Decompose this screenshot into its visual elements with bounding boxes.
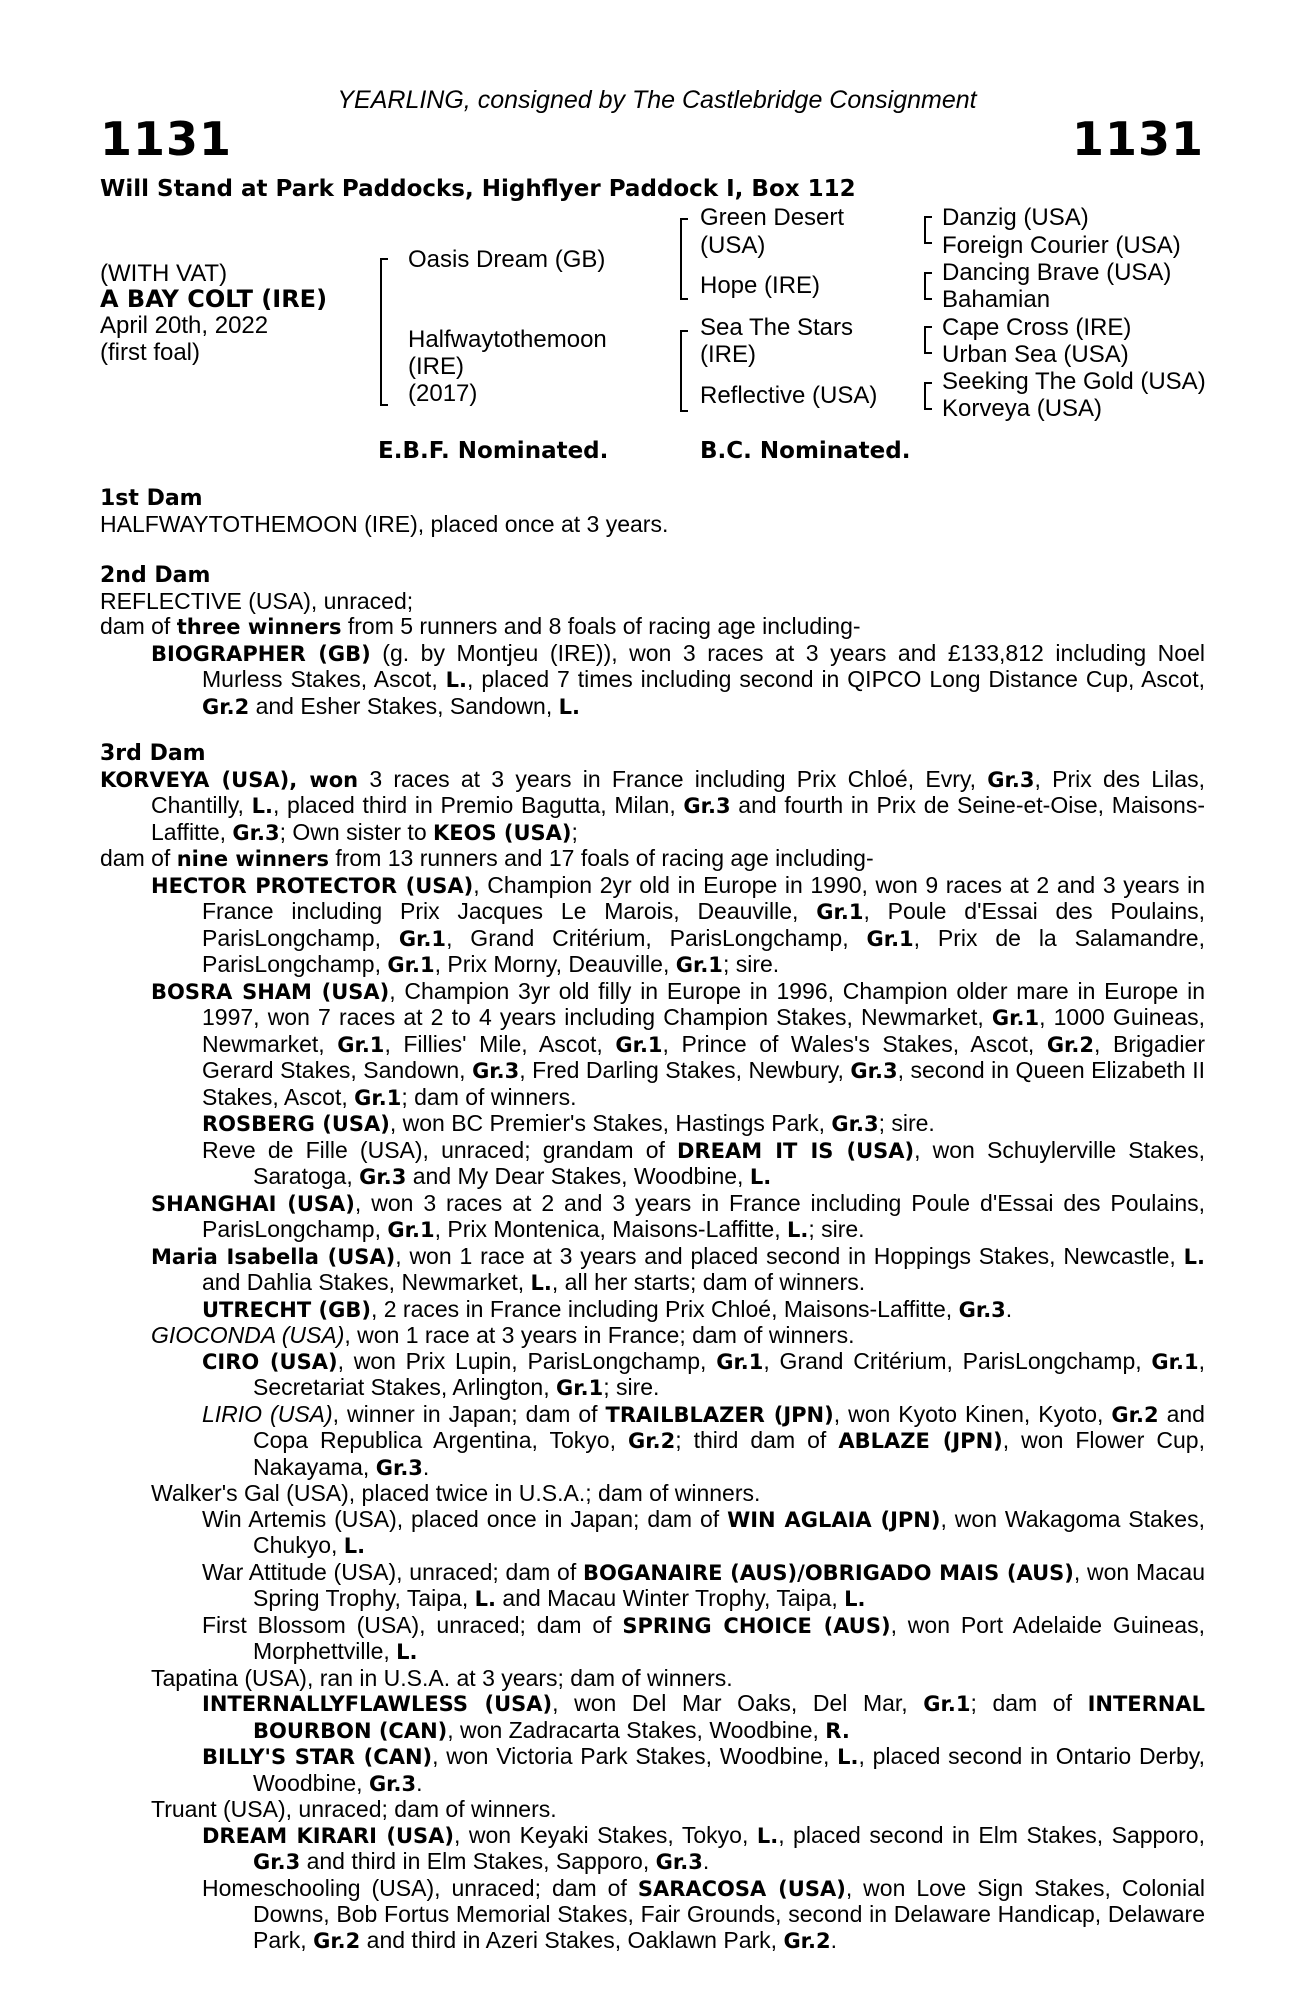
entry-korveya: KORVEYA (USA), won 3 races at 3 years in France including Prix Chloé, Evry, Gr.3, Prix des Lilas, Chantilly, L., placed third in Premio Bagutta, Milan, Gr.3 and fourth in Prix de Seine-et-Oise, Maisons-Laffitte, Gr.3; Own sister to KEOS (USA); — [100, 765, 1206, 845]
sss: Danzig (USA) — [942, 204, 1089, 231]
brace-g1 — [924, 216, 926, 244]
sds: Dancing Brave (USA) — [942, 259, 1172, 286]
ebf-nominated: E.B.F. Nominated. — [378, 438, 609, 464]
entry-gioconda: GIOCONDA (USA), won 1 race at 3 years in France; dam of winners. — [151, 1322, 855, 1348]
dam: Halfwaytothemoon — [408, 326, 607, 353]
first-dam-text: HALFWAYTOTHEMOON (IRE), placed once at 3 years. — [100, 510, 669, 537]
pedigree-brace — [380, 258, 382, 406]
dam-year: (2017) — [408, 380, 478, 407]
brace-g2 — [924, 272, 926, 300]
sire-brace — [680, 218, 682, 300]
entry-first-blossom: First Blossom (USA), unraced; dam of SPRING CHOICE (AUS), won Port Adelaide Guineas, Morphettville, L. — [202, 1611, 1205, 1664]
third-dam-heading: 3rd Dam — [100, 741, 206, 766]
sire-sire: Green Desert — [700, 204, 845, 231]
foal-note: (first foal) — [100, 339, 201, 366]
horse-dob: April 20th, 2022 — [100, 312, 269, 339]
dam-country: (IRE) — [408, 353, 464, 380]
brace-g4 — [924, 382, 926, 410]
entry-truant: Truant (USA), unraced; dam of winners. — [151, 1796, 557, 1822]
entry-bosra-sham: BOSRA SHAM (USA), Champion 3yr old filly in Europe in 1996, Champion older mare in Europe in 1997, won 7 races at 2 to 4 years including Champion Stakes, Newmarket, Gr.1, 1000 Guineas, Newmarket, Gr.1, Fillies' Mile, Ascot, Gr.1, Prince of Wales's Stakes, Ascot, Gr.2, Brigadier Gerard Stakes, Sandown, Gr.3, Fred Darling Stakes, Newbury, Gr.3, second in Queen Elizabeth II Stakes, Ascot, Gr.1; dam of winners. — [151, 977, 1205, 1110]
entry-billys-star: BILLY'S STAR (CAN), won Victoria Park Stakes, Woodbine, L., placed second in Ontario Derby, Woodbine, Gr.3. — [202, 1743, 1205, 1796]
dsd: Urban Sea (USA) — [942, 341, 1129, 368]
ddd: Korveya (USA) — [942, 395, 1103, 422]
second-dam-heading: 2nd Dam — [100, 563, 211, 588]
dds: Seeking The Gold (USA) — [942, 368, 1206, 395]
entry-internallyflawless: INTERNALLYFLAWLESS (USA), won Del Mar Oaks, Del Mar, Gr.1; dam of INTERNAL BOURBON (CAN), won Zadracarta Stakes, Woodbine, R. — [202, 1690, 1206, 1743]
entry-shanghai: SHANGHAI (USA), won 3 races at 2 and 3 years in France including Poule d'Essai des Poulains, ParisLongchamp, Gr.1, Prix Montenica, Maisons-Laffitte, L.; sire. — [151, 1189, 1206, 1242]
stand-location: Will Stand at Park Paddocks, Highflyer Paddock I, Box 112 — [100, 176, 856, 202]
sire: Oasis Dream (GB) — [408, 246, 606, 273]
entry-ciro: CIRO (USA), won Prix Lupin, ParisLongchamp, Gr.1, Grand Critérium, ParisLongchamp, Gr.1, Secretariat Stakes, Arlington, Gr.1; sire. — [202, 1347, 1205, 1400]
entry-rosberg: ROSBERG (USA), won BC Premier's Stakes, Hastings Park, Gr.3; sire. — [202, 1110, 935, 1136]
vat-note: (WITH VAT) — [100, 260, 228, 287]
sdd: Bahamian — [942, 286, 1051, 313]
consignment-subtitle: YEARLING, consigned by The Castlebridge Consignment — [337, 86, 977, 114]
bc-nominated: B.C. Nominated. — [700, 438, 911, 464]
dam-sire-country: (IRE) — [700, 341, 756, 368]
dam-dam: Reflective (USA) — [700, 382, 878, 409]
entry-maria-isabella: Maria Isabella (USA), won 1 race at 3 years and placed second in Hoppings Stakes, Newcastle, L. and Dahlia Stakes, Newmarket, L., all her starts; dam of winners. — [151, 1242, 1205, 1295]
entry-biographer: BIOGRAPHER (GB) (g. by Montjeu (IRE)), won 3 races at 3 years and £133,812 including Noel Murless Stakes, Ascot, L., placed 7 times including second in QIPCO Long Distance Cup, Ascot, Gr.2 and Esher Stakes, Sandown, L. — [151, 639, 1205, 719]
dss: Cape Cross (IRE) — [942, 314, 1132, 341]
entry-dream-kirari: DREAM KIRARI (USA), won Keyaki Stakes, Tokyo, L., placed second in Elm Stakes, Sapporo, Gr.3 and third in Elm Stakes, Sapporo, Gr.3. — [202, 1821, 1205, 1874]
dam-brace — [680, 330, 682, 412]
second-dam-line: REFLECTIVE (USA), unraced; — [100, 587, 414, 614]
first-dam-heading: 1st Dam — [100, 486, 203, 511]
entry-tapatina: Tapatina (USA), ran in U.S.A. at 3 years; dam of winners. — [151, 1664, 733, 1691]
first-dam-section — [100, 486, 1205, 537]
entry-hector-protector: HECTOR PROTECTOR (USA), Champion 2yr old in Europe in 1990, won 9 races at 2 and 3 years in France including Prix Jacques Le Marois, Deauville, Gr.1, Poule d'Essai des Poulains, ParisLongchamp, Gr.1, Grand Critérium, ParisLongchamp, Gr.1, Prix de la Salamandre, ParisLongchamp, Gr.1, Prix Morny, Deauville, Gr.1; sire. — [151, 871, 1206, 977]
lot-number-right: 1131 — [1071, 112, 1204, 166]
second-dam-section — [100, 563, 1205, 720]
sire-dam: Hope (IRE) — [700, 272, 821, 299]
entry-utrecht: UTRECHT (GB), 2 races in France including Prix Chloé, Maisons-Laffitte, Gr.3. — [202, 1295, 1013, 1322]
third-dam-section — [100, 741, 1205, 1954]
horse-name: A BAY COLT (IRE) — [100, 285, 328, 313]
third-dam-produce: dam of nine winners from 13 runners and 17 foals of racing age including- — [100, 845, 874, 871]
ssd: Foreign Courier (USA) — [942, 232, 1181, 259]
entry-win-artemis: Win Artemis (USA), placed once in Japan; dam of WIN AGLAIA (JPN), won Wakagoma Stakes, Chukyo, L. — [202, 1505, 1205, 1558]
entry-walkers-gal: Walker's Gal (USA), placed twice in U.S.A.; dam of winners. — [151, 1480, 761, 1506]
entry-lirio: LIRIO (USA), winner in Japan; dam of TRAILBLAZER (JPN), won Kyoto Kinen, Kyoto, Gr.2 and Copa Republica Argentina, Tokyo, Gr.2; third dam of ABLAZE (JPN), won Flower Cup, Nakayama, Gr.3. — [202, 1400, 1205, 1480]
entry-homeschooling: Homeschooling (USA), unraced; dam of SARACOSA (USA), won Love Sign Stakes, Colonial Downs, Bob Fortus Memorial Stakes, Fair Grounds, second in Delaware Handicap, Delaware Park, Gr.2 and third in Azeri Stakes, Oaklawn Park, Gr.2. — [202, 1874, 1205, 1953]
entry-reve-de-fille: Reve de Fille (USA), unraced; grandam of DREAM IT IS (USA), won Schuylerville Stakes, Saratoga, Gr.3 and My Dear Stakes, Woodbine, L. — [202, 1136, 1205, 1189]
lot-number-left: 1131 — [100, 112, 233, 166]
dam-sire: Sea The Stars — [700, 314, 853, 341]
entry-war-attitude: War Attitude (USA), unraced; dam of BOGANAIRE (AUS)/OBRIGADO MAIS (AUS), won Macau Spring Trophy, Taipa, L. and Macau Winter Trophy, Taipa, L. — [202, 1558, 1205, 1611]
second-dam-produce: dam of three winners from 5 runners and 8 foals of racing age including- — [100, 613, 861, 639]
brace-g3 — [924, 326, 926, 354]
sire-sire-country: (USA) — [700, 232, 766, 259]
